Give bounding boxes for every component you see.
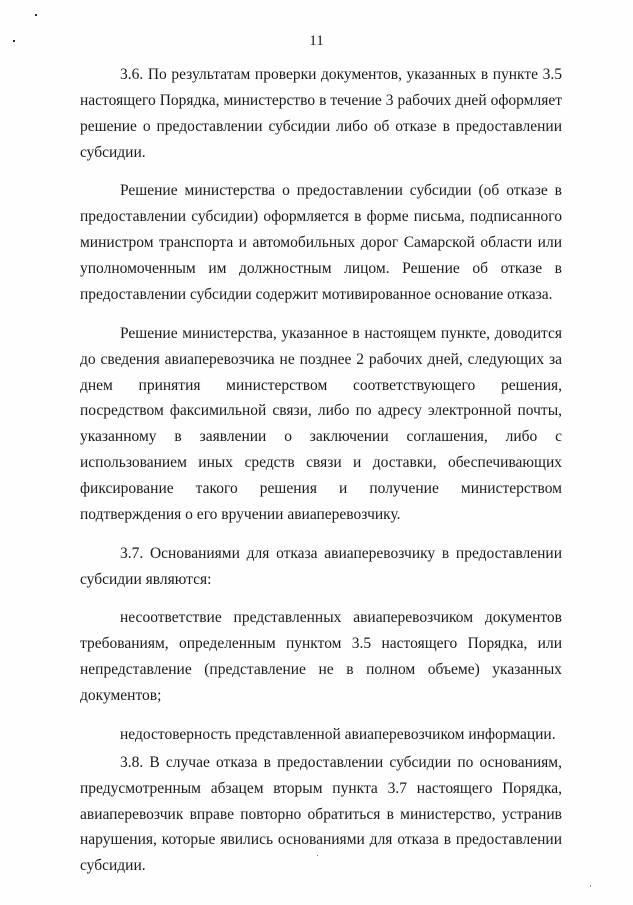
paragraph-3-6: 3.6. По результатам проверки документов, указанных в пункте 3.5 настоящего Порядка, министерство в течение 3 рабочих дней оформляет решение о предоставлении субсидии либо об отказе в предоставлении субсидии. [80, 66, 562, 161]
document-body [80, 62, 562, 892]
paragraph-decision-form: Решение министерства о предоставлении субсидии (об отказе в предоставлении субсидии) оформляется в форме письма, подписанного министром транспорта и автомобильных дорог Самарской области или уполномоченным им должностным лицом. Решение об отказе в предоставлении субсидии содержит мотивированное основание отказа. [80, 182, 562, 304]
paragraph-decision-notification: Решение министерства, указанное в настоящем пункте, доводится до сведения авиаперевозчика не позднее 2 рабочих дней, следующих за днем принятия министерством соответствующего решения, посредством факсимильной связи, либо по адресу электронной почты, указанному в заявлении о заключении соглашения, либо с использованием иных средств связи и доставки, обеспечивающих фиксирование такого решения и получение министерством подтверждения о его вручении авиаперевозчику. [80, 324, 562, 524]
scan-speck [35, 14, 37, 16]
paragraph-refusal-ground-2: недостоверность представленной авиаперевозчиком информации. [120, 725, 556, 743]
paragraph-3-7: 3.7. Основаниями для отказа авиаперевозчику в предоставлении субсидии являются: [80, 544, 562, 588]
paragraph-refusal-ground-1: несоответствие представленных авиаперевозчиком документов требованиям, определенным пунктом 3.5 настоящего Порядка, или непредставление (представление не в полном объеме) указанных документов; [80, 609, 562, 705]
page-number: 11 [309, 33, 324, 49]
paragraph-3-8: 3.8. В случае отказа в предоставлении субсидии по основаниям, предусмотренным абзацем вторым пункта 3.7 настоящего Порядка, авиаперевозчик вправе повторно обратиться в министерство, устранив нарушения, которые явились основаниями для отказа в предоставлении субсидии. [80, 753, 562, 875]
scan-speck [590, 885, 591, 887]
